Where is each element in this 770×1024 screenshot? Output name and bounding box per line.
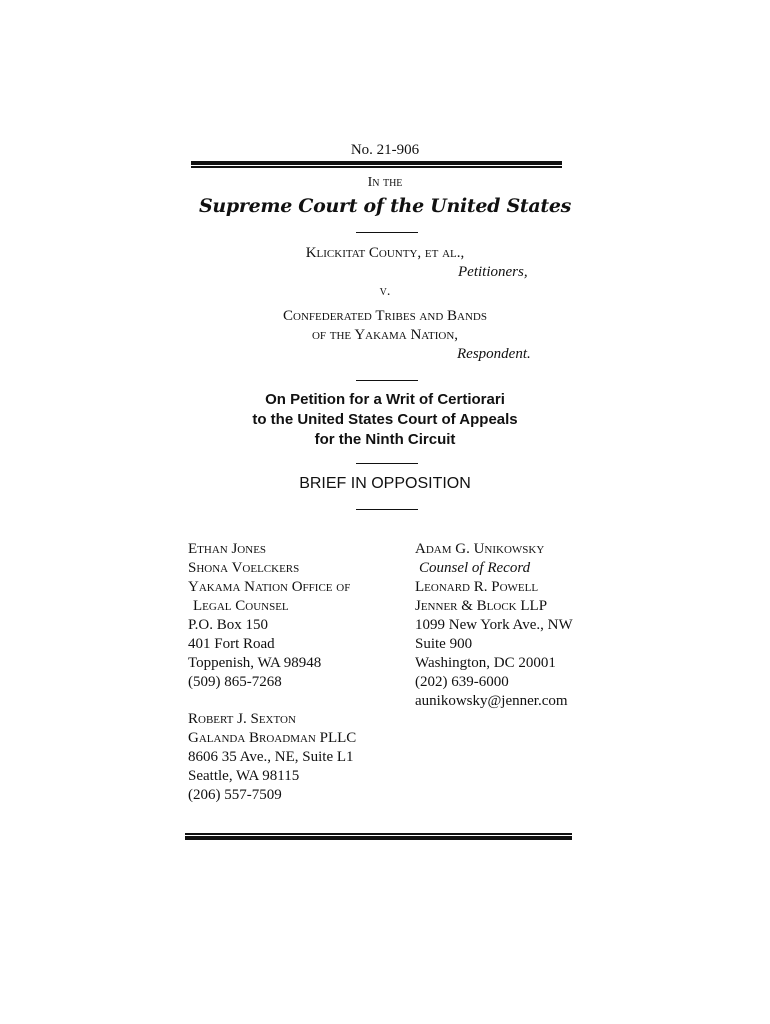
counsel-phone: (509) 865-7268 [188,674,282,690]
case-number: No. 21-906 [350,142,420,158]
respondent-role: Respondent. [457,346,531,362]
top-double-rule [191,161,562,168]
counsel-email: aunikowsky@jenner.com [415,693,568,709]
counsel-office: Yakama Nation Office of [188,579,351,595]
counsel-name: Adam G. Unikowsky [415,541,545,557]
counsel-address: 401 Fort Road [188,636,275,652]
counsel-of-record: Counsel of Record [419,560,531,576]
divider-3 [356,463,418,464]
counsel-firm: Galanda Broadman PLLC [188,730,357,746]
counsel-name: Leonard R. Powell [415,579,539,595]
counsel-address: Toppenish, WA 98948 [188,655,322,671]
in-the-label: In the [367,175,403,190]
respondent-name-line2: of the Yakama Nation, [311,327,459,343]
counsel-firm: Jenner & Block LLP [415,598,548,614]
counsel-phone: (206) 557-7509 [188,787,282,803]
bottom-double-rule [185,833,572,840]
petition-line-3: for the Ninth Circuit [314,431,456,448]
respondent-name-line1: Confederated Tribes and Bands [283,308,487,324]
counsel-name: Robert J. Sexton [188,711,296,727]
counsel-name: Shona Voelckers [188,560,300,576]
counsel-address: 8606 35 Ave., NE, Suite L1 [188,749,354,765]
divider-1 [356,232,418,233]
counsel-address: Suite 900 [415,636,473,652]
petition-line-1: On Petition for a Writ of Certiorari [265,391,505,408]
counsel-address: P.O. Box 150 [188,617,269,633]
counsel-office: Legal Counsel [193,598,289,614]
petition-line-2: to the United States Court of Appeals [252,411,518,428]
counsel-address: Seattle, WA 98115 [188,768,300,784]
petitioner-role: Petitioners, [458,264,528,280]
counsel-left-block-1 [188,540,350,692]
divider-4 [356,509,418,510]
counsel-address: 1099 New York Ave., NW [415,617,573,633]
counsel-name: Ethan Jones [188,541,267,557]
brief-title: BRIEF IN OPPOSITION [299,475,471,492]
court-name: Supreme Court of the United States [198,195,572,217]
counsel-phone: (202) 639-6000 [415,674,509,690]
versus: v. [379,284,391,299]
counsel-address: Washington, DC 20001 [415,655,556,671]
counsel-left-block-2 [188,710,356,805]
petitioner-name: Klickitat County, et al., [305,245,465,261]
divider-2 [356,380,418,381]
counsel-right-block [415,540,573,711]
